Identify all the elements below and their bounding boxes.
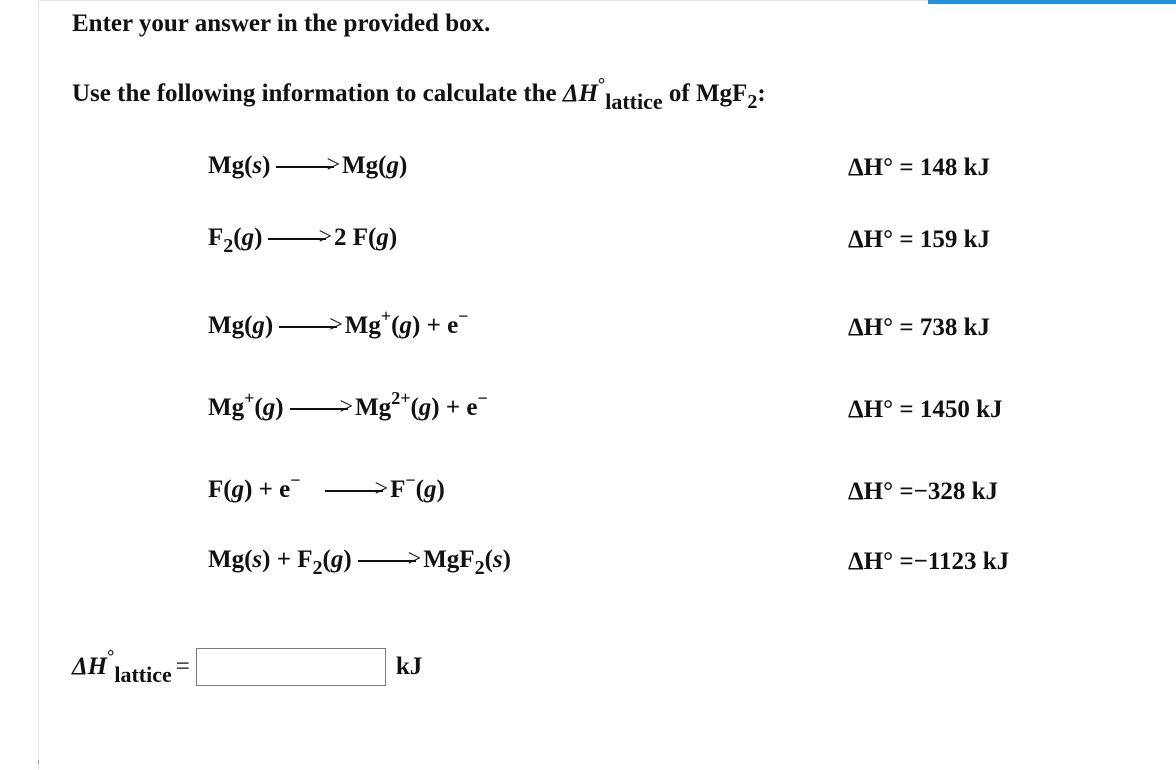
answer-degree: °: [107, 645, 115, 666]
reaction-3: [208, 306, 469, 340]
question-text: [72, 74, 766, 115]
right-arrow-icon: >: [279, 315, 343, 339]
question-middle: of MgF: [662, 80, 748, 107]
answer-input[interactable]: [196, 648, 386, 686]
formula-subscript: 2: [312, 557, 323, 579]
formula-text: Mg: [208, 394, 245, 421]
question-subscript: lattice: [605, 89, 663, 115]
formula-superscript: 2+: [391, 388, 411, 409]
formula-text: ) + e: [412, 312, 459, 339]
formula-subscript: 2: [223, 235, 234, 257]
reaction-6: [208, 546, 511, 579]
reaction-reactants: [208, 152, 270, 180]
reaction-products: [423, 546, 511, 579]
formula-text: Mg: [344, 312, 381, 339]
reaction-reactants: [208, 312, 273, 340]
formula-state: g: [231, 476, 245, 503]
formula-text: ): [398, 152, 408, 179]
formula-state: g: [241, 224, 255, 251]
formula-state: g: [330, 546, 344, 573]
formula-state: s: [492, 546, 503, 573]
reaction-reactants: [208, 546, 352, 579]
reaction-reactants: [208, 224, 263, 257]
left-border: [38, 0, 39, 770]
right-arrow-icon: >: [290, 397, 354, 421]
enthalpy-3: ΔH° = 738 kJ: [848, 314, 991, 341]
formula-text: F: [208, 224, 224, 251]
question-degree: °: [598, 74, 606, 95]
right-arrow-icon: >: [358, 549, 422, 573]
formula-state: g: [386, 152, 399, 179]
formula-text: Mg(: [208, 152, 253, 179]
formula-state: s: [252, 546, 263, 573]
formula-text: ) + e: [431, 394, 478, 421]
formula-state: s: [252, 152, 263, 179]
formula-text: ): [343, 546, 352, 573]
formula-state: g: [399, 312, 412, 339]
question-prefix: Use the following information to calculate the: [72, 80, 563, 107]
reaction-products: [355, 388, 488, 422]
formula-state: g: [262, 394, 276, 421]
formula-text: Mg: [355, 394, 392, 421]
formula-text: (: [391, 312, 400, 339]
top-border: [38, 0, 928, 1]
enthalpy-4: ΔH° = 1450 kJ: [848, 396, 1003, 423]
formula-text: Mg(: [342, 152, 387, 179]
formula-text: (: [410, 394, 419, 421]
formula-superscript: +: [244, 388, 255, 409]
reaction-5: [208, 470, 445, 504]
question-suffix: :: [757, 80, 766, 107]
enthalpy-6: ΔH° =−1123 kJ: [848, 548, 1010, 575]
reaction-1: [208, 152, 407, 180]
formula-text: (: [484, 546, 493, 573]
answer-row: [72, 645, 423, 688]
enthalpy-5: ΔH° =−328 kJ: [848, 478, 999, 505]
formula-text: ): [275, 394, 284, 421]
formula-state: g: [376, 224, 389, 251]
formula-state: g: [252, 312, 265, 339]
reaction-products: [342, 152, 407, 180]
formula-text: ): [502, 546, 511, 573]
formula-text: ): [388, 224, 398, 251]
answer-equals: =: [175, 653, 190, 680]
formula-text: Mg(: [208, 312, 253, 339]
enthalpy-2: ΔH° = 159 kJ: [848, 226, 991, 253]
formula-text: (: [415, 476, 424, 503]
question-symbol: ΔH: [562, 80, 599, 107]
reaction-reactants: [208, 470, 301, 504]
formula-state: g: [423, 476, 437, 503]
reaction-reactants: [208, 388, 284, 422]
corner-mark: [38, 760, 39, 764]
reaction-products: [344, 306, 469, 340]
right-arrow-icon: >: [276, 155, 340, 179]
formula-state: g: [418, 394, 432, 421]
right-arrow-icon: >: [268, 227, 332, 251]
formula-text: (: [233, 224, 242, 251]
answer-subscript: lattice: [114, 662, 172, 688]
formula-subscript: 2: [474, 557, 485, 579]
top-accent-bar: [928, 0, 1176, 4]
reaction-4: [208, 388, 488, 422]
formula-text: ) + e: [244, 476, 291, 503]
formula-text: F(: [208, 476, 232, 503]
formula-text: (: [254, 394, 263, 421]
reaction-products: [390, 470, 445, 504]
formula-text: (: [322, 546, 331, 573]
formula-superscript: −: [477, 388, 488, 409]
formula-superscript: +: [380, 306, 392, 327]
instruction-text: Enter your answer in the provided box.: [72, 10, 491, 37]
question-formula-sub: 2: [747, 91, 758, 113]
formula-text: Mg(: [208, 546, 253, 573]
right-arrow-icon: >: [325, 479, 389, 503]
formula-superscript: −: [290, 470, 301, 491]
formula-superscript: −: [458, 306, 469, 327]
enthalpy-1: ΔH° = 148 kJ: [848, 154, 991, 181]
answer-symbol: ΔH: [72, 653, 108, 680]
formula-text: ): [436, 476, 445, 503]
reaction-2: [208, 224, 398, 257]
formula-text: ): [254, 224, 263, 251]
formula-text: 2 F(: [333, 224, 377, 251]
formula-text: ): [262, 152, 271, 179]
answer-unit: kJ: [395, 653, 423, 680]
formula-text: ): [264, 312, 274, 339]
formula-text: ) + F: [262, 546, 313, 573]
reaction-products: [334, 224, 397, 252]
formula-text: MgF: [423, 546, 475, 573]
formula-text: F: [390, 476, 406, 503]
formula-superscript: −: [405, 470, 416, 491]
